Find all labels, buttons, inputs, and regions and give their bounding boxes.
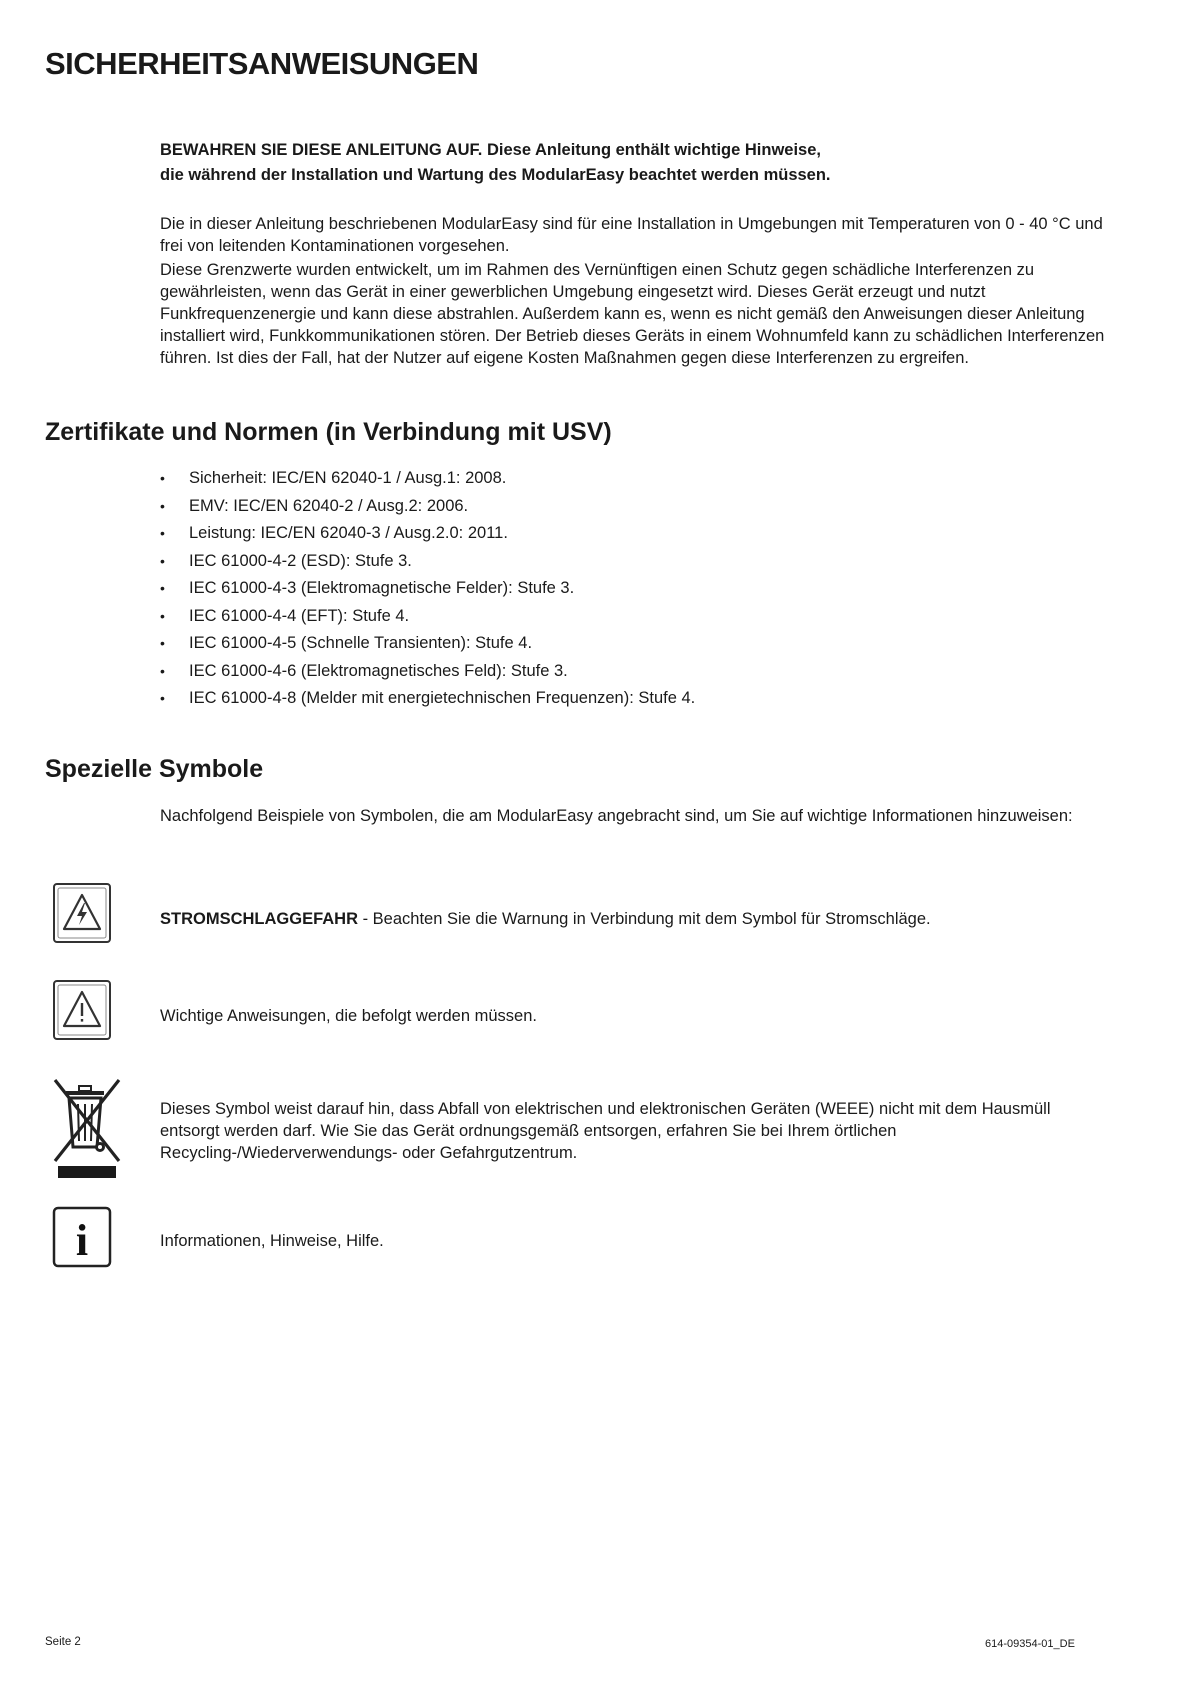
bullet: • xyxy=(160,607,165,624)
symbol-text: Informationen, Hinweise, Hilfe. xyxy=(160,1232,384,1250)
list-item xyxy=(160,548,695,576)
bullet: • xyxy=(160,497,165,514)
list-item xyxy=(160,685,695,713)
list-item-text: IEC 61000-4-5 (Schnelle Transienten): Stufe 4. xyxy=(189,634,533,652)
list-item xyxy=(160,493,695,521)
intro-notice-line-2: die während der Installation und Wartung des ModularEasy beachtet werden müssen. xyxy=(160,166,831,184)
intro-notice xyxy=(160,138,1120,188)
bullet: • xyxy=(160,662,165,679)
list-item-text: IEC 61000-4-8 (Melder mit energietechnischen Frequenzen): Stufe 4. xyxy=(189,689,696,707)
certificates-list xyxy=(160,465,695,713)
list-item xyxy=(160,630,695,658)
list-item-text: IEC 61000-4-6 (Elektromagnetisches Feld): Stufe 3. xyxy=(189,661,568,680)
certificates-heading: Zertifikate und Normen (in Verbindung mit USV) xyxy=(45,418,612,446)
list-item-text: Sicherheit: IEC/EN 62040-1 / Ausg.1: 2008. xyxy=(189,469,507,487)
symbol-text: Wichtige Anweisungen, die befolgt werden müssen. xyxy=(160,1007,537,1025)
info-glyph: i xyxy=(75,1216,89,1265)
symbol-description xyxy=(160,908,1100,930)
document-number: 614-09354-01_DE xyxy=(985,1638,1075,1650)
bullet: • xyxy=(160,552,165,569)
information-icon xyxy=(52,1206,112,1273)
list-item xyxy=(160,465,695,493)
bullet: • xyxy=(160,470,165,486)
list-item-text: IEC 61000-4-2 (ESD): Stufe 3. xyxy=(189,551,412,570)
list-item-text: IEC 61000-4-4 (EFT): Stufe 4. xyxy=(189,606,410,625)
intro-paragraph-1: Die in dieser Anleitung beschriebenen ModularEasy sind für eine Installation in Umgebungen mit Temperaturen von 0 - 40 °C und frei von leitenden Kontaminationen vorgesehen. xyxy=(160,215,1103,255)
symbols-intro: Nachfolgend Beispiele von Symbolen, die am ModularEasy angebracht sind, um Sie auf wichtige Informationen hinzuweisen: xyxy=(160,807,1073,825)
bullet: • xyxy=(160,525,165,541)
page-title: SICHERHEITSANWEISUNGEN xyxy=(45,46,479,81)
bullet: • xyxy=(160,690,165,706)
intro-notice-line-1: BEWAHREN SIE DIESE ANLEITUNG AUF. Diese Anleitung enthält wichtige Hinweise, xyxy=(160,141,821,159)
caution-warning-icon xyxy=(52,979,112,1046)
symbols-heading: Spezielle Symbole xyxy=(45,755,264,783)
list-item-text: EMV: IEC/EN 62040-2 / Ausg.2: 2006. xyxy=(189,496,469,515)
symbol-label: STROMSCHLAGGEFAHR xyxy=(160,910,358,928)
electric-shock-warning-icon xyxy=(52,882,112,949)
weee-crossed-bin-icon xyxy=(52,1077,122,1184)
list-item xyxy=(160,575,695,603)
page-number: Seite 2 xyxy=(45,1636,81,1648)
list-item-text: IEC 61000-4-3 (Elektromagnetische Felder): Stufe 3. xyxy=(189,579,575,597)
symbol-text: Dieses Symbol weist darauf hin, dass Abfall von elektrischen und elektronischen Geräten (WEEE) nicht mit dem Hausmüll entsorgt werden darf. Wie Sie das Gerät ordnungsgemäß entsorgen, erfahren Sie bei Ihrem örtlichen Recycling-/Wiederverwendungs- oder Gefahrgutzentrum. xyxy=(160,1100,1051,1162)
symbol-text: - Beachten Sie die Warnung in Verbindung mit dem Symbol für Stromschläge. xyxy=(358,910,931,928)
intro-paragraph-2: Diese Grenzwerte wurden entwickelt, um im Rahmen des Vernünftigen einen Schutz gegen schädliche Interferenzen zu gewährleisten, wenn das Gerät in einer gewerblichen Umgebung eingesetzt wird. Dieses Gerät erzeugt und nutzt Funkfrequenzenergie und kann diese abstrahlen. Außerdem kann es, wenn es nicht gemäß den Anweisungen dieser Anleitung installiert wird, Funkkommunikationen stören. Der Betrieb dieses Geräts in einem Wohnumfeld kann zu schädlichen Interferenzen führen. Ist dies der Fall, hat der Nutzer auf eigene Kosten Maßnahmen gegen diese Interferenzen zu ergreifen. xyxy=(160,261,1105,367)
list-item xyxy=(160,603,695,631)
bullet: • xyxy=(160,635,165,651)
list-item xyxy=(160,658,695,686)
list-item-text: Leistung: IEC/EN 62040-3 / Ausg.2.0: 2011. xyxy=(189,524,508,542)
bullet: • xyxy=(160,580,165,596)
list-item xyxy=(160,520,695,548)
